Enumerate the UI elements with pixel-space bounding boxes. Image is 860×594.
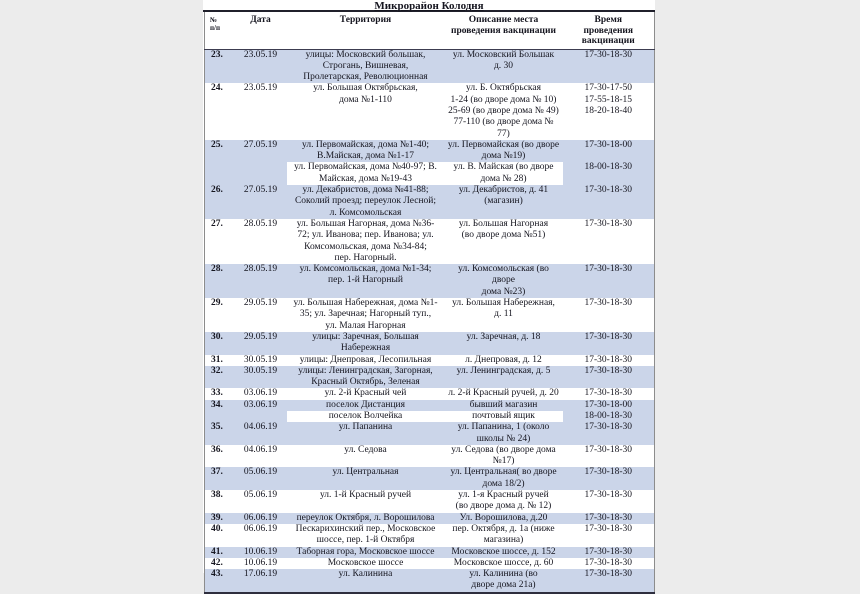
cell-description — [445, 140, 563, 163]
header-time — [563, 12, 655, 49]
cell-line: В.Майская, дома №1-17 — [317, 151, 414, 162]
cell-description: Ул. Ворошилова, д.20 — [445, 513, 563, 524]
cell-line: ул. Декабристов, д. 41 — [458, 185, 549, 196]
cell-description: ул. Ленинградская, д. 5 — [445, 366, 563, 389]
cell-line: 25-69 (во дворе дома № 49) — [448, 105, 559, 116]
cell-num: 29. — [205, 298, 235, 332]
table-row — [205, 400, 655, 411]
cell-time: 17-30-18-30 — [563, 366, 655, 389]
cell-line: ул. Комсомольская, дома №1-34; — [299, 264, 432, 275]
cell-date: 06.06.19 — [235, 524, 287, 547]
cell-line: Майская, дома №19-43 — [319, 173, 412, 184]
cell-territory — [287, 332, 445, 355]
cell-num: 34. — [205, 400, 235, 411]
cell-line: проведения — [583, 25, 634, 36]
table-row — [205, 445, 655, 468]
cell-line: ул. Малая Нагорная — [325, 320, 406, 331]
cell-line: ул. Большая Октябрьская, — [313, 83, 418, 94]
cell-line: пер. Октября, д. 1а (ниже — [452, 523, 555, 534]
cell-territory — [287, 219, 445, 264]
cell-num: 28. — [205, 264, 235, 298]
cell-line: пер. Нагорный. — [334, 252, 397, 263]
table-row — [205, 185, 655, 219]
cell-territory — [287, 49, 445, 83]
cell-line: №17) — [492, 456, 515, 467]
cell-date: 05.06.19 — [235, 490, 287, 513]
cell-num: 43. — [205, 569, 235, 593]
cell-line: ул. Центральная( во дворе — [450, 467, 557, 478]
cell-time: 17-30-18-30 — [563, 467, 655, 490]
cell-num: 36. — [205, 445, 235, 468]
cell-line: Пескарихинский пер., Московское — [295, 523, 436, 534]
cell-date: 30.05.19 — [235, 355, 287, 366]
cell-line: шоссе, пер. 1-й Октября — [316, 535, 415, 546]
page-title-bar — [203, 0, 655, 12]
header-description — [445, 12, 563, 49]
table-row — [205, 558, 655, 569]
cell-time: 17-30-18-30 — [563, 355, 655, 366]
table-row — [205, 83, 655, 139]
cell-description — [445, 185, 563, 219]
cell-line: Комсомольская, дома №34-84; — [304, 241, 427, 252]
cell-time: 18-00-18-30 — [563, 162, 655, 185]
cell-territory — [287, 524, 445, 547]
table-header — [205, 12, 655, 49]
table-row — [205, 422, 655, 445]
cell-line: Строгань, Вишневая, — [322, 60, 409, 71]
cell-date: 29.05.19 — [235, 332, 287, 355]
page-title: Микрорайон Колодня — [374, 0, 484, 12]
cell-date: 05.06.19 — [235, 467, 287, 490]
table-header-row — [205, 12, 655, 49]
cell-description — [445, 524, 563, 547]
cell-line: ул. Московский Большак — [452, 49, 555, 60]
cell-line: дома №19) — [481, 151, 526, 162]
cell-territory: ул. 2-й Красный чей — [287, 388, 445, 399]
cell-time: 17-30-18-30 — [563, 558, 655, 569]
cell-line: магазина) — [483, 535, 524, 546]
cell-territory: переулок Октября, л. Ворошилова — [287, 513, 445, 524]
cell-territory: ул. 1-й Красный ручей — [287, 490, 445, 513]
cell-line: 18-20-18-40 — [584, 105, 632, 116]
cell-line: д. 11 — [494, 309, 513, 320]
cell-description — [445, 445, 563, 468]
cell-time — [563, 83, 655, 139]
header-date: Дата — [235, 12, 287, 49]
cell-date: 28.05.19 — [235, 219, 287, 264]
cell-line: ул. Комсомольская (во дворе — [458, 264, 549, 286]
table-row — [205, 524, 655, 547]
cell-time: 17-30-18-30 — [563, 264, 655, 298]
cell-time: 17-30-18-30 — [563, 298, 655, 332]
cell-description: л. 2-й Красный ручей, д. 20 — [445, 388, 563, 399]
cell-line: дома 18/2) — [482, 478, 525, 489]
cell-description: ул. Заречная, д. 18 — [445, 332, 563, 355]
cell-num: 42. — [205, 558, 235, 569]
table-row — [205, 513, 655, 524]
cell-date: 28.05.19 — [235, 264, 287, 298]
vaccination-table-body — [205, 49, 655, 593]
document-page — [203, 0, 655, 591]
cell-line: проведения вакцинации — [451, 25, 556, 36]
cell-num: 33. — [205, 388, 235, 399]
cell-time: 17-30-18-30 — [563, 490, 655, 513]
cell-line: (магазин) — [484, 196, 523, 207]
cell-time: 17-30-18-30 — [563, 524, 655, 547]
cell-num: 37. — [205, 467, 235, 490]
cell-num — [205, 162, 235, 185]
table-row — [205, 162, 655, 185]
cell-line: ул. Большая Нагорная, дома №36- — [296, 218, 435, 229]
cell-line: 77-110 (во дворе дома № 77) — [453, 117, 554, 139]
cell-time: 17-30-18-30 — [563, 332, 655, 355]
table-row — [205, 332, 655, 355]
cell-line: дома № 28) — [480, 173, 527, 184]
cell-description — [445, 49, 563, 83]
cell-territory — [287, 140, 445, 163]
table-row — [205, 388, 655, 399]
cell-date: 17.06.19 — [235, 569, 287, 593]
cell-line: улицы: Ленинградская, Загорная, — [298, 365, 433, 376]
cell-date: 03.06.19 — [235, 388, 287, 399]
cell-line: 17-55-18-15 — [584, 94, 632, 105]
cell-territory — [287, 298, 445, 332]
table-row — [205, 140, 655, 163]
cell-description — [445, 219, 563, 264]
table-row — [205, 264, 655, 298]
cell-line: 35; ул. Заречная; Нагорный туп., — [299, 309, 432, 320]
cell-line: ул. Декабристов, дома №41-88; — [302, 185, 429, 196]
cell-line: ул. Большая Набережная, дома №1- — [293, 298, 438, 309]
header-territory: Территория — [287, 12, 445, 49]
cell-date: 23.05.19 — [235, 83, 287, 139]
cell-line: ул. 1-я Красный ручей — [458, 490, 549, 501]
cell-description: Московское шоссе, д. 60 — [445, 558, 563, 569]
cell-time: 17-30-18-30 — [563, 219, 655, 264]
cell-time: 17-30-18-30 — [563, 445, 655, 468]
cell-territory: поселок Волчейка — [287, 411, 445, 422]
cell-territory: ул. Калинина — [287, 569, 445, 593]
cell-num: 39. — [205, 513, 235, 524]
cell-line: ул. Папанина, 1 (около — [457, 422, 550, 433]
cell-date: 29.05.19 — [235, 298, 287, 332]
cell-territory — [287, 366, 445, 389]
cell-description: Московское шоссе, д. 152 — [445, 547, 563, 558]
cell-time: 17-30-18-30 — [563, 569, 655, 593]
cell-territory — [287, 264, 445, 298]
table-row — [205, 219, 655, 264]
cell-time: 17-30-18-30 — [563, 49, 655, 83]
cell-date: 06.06.19 — [235, 513, 287, 524]
cell-date: 04.06.19 — [235, 422, 287, 445]
cell-num: 23. — [205, 49, 235, 83]
cell-line: ул. Первомайская, дома №40-97; В. — [294, 162, 437, 173]
table-row — [205, 467, 655, 490]
table-row — [205, 355, 655, 366]
cell-line: ул. Большая Нагорная — [458, 218, 549, 229]
cell-time: 17-30-18-30 — [563, 185, 655, 219]
cell-line: пер. 1-й Нагорный — [328, 275, 403, 286]
cell-num — [205, 411, 235, 422]
cell-line: дома №1-110 — [339, 94, 392, 105]
cell-territory: ул. Центральная — [287, 467, 445, 490]
cell-line: улицы: Московский большак, — [305, 49, 426, 60]
cell-description: бывший магазин — [445, 400, 563, 411]
cell-line: ул. Большая Набережная, — [452, 298, 555, 309]
cell-date — [235, 162, 287, 185]
cell-line: № — [210, 16, 218, 24]
cell-num: 31. — [205, 355, 235, 366]
table-row — [205, 411, 655, 422]
cell-line: ул. Б. Октябрьская — [466, 83, 541, 94]
vaccination-schedule-table — [204, 12, 655, 594]
cell-num: 32. — [205, 366, 235, 389]
cell-num: 27. — [205, 219, 235, 264]
cell-time: 18-00-18-30 — [563, 411, 655, 422]
cell-line: Время — [594, 15, 622, 25]
cell-description — [445, 467, 563, 490]
cell-num: 38. — [205, 490, 235, 513]
cell-line: школы № 24) — [476, 433, 531, 444]
table-row — [205, 490, 655, 513]
cell-num: 25. — [205, 140, 235, 163]
cell-date: 03.06.19 — [235, 400, 287, 411]
cell-line: Набережная — [340, 343, 391, 354]
cell-line: 72; ул. Иванова; пер. Иванова; ул. — [297, 230, 434, 241]
cell-date: 27.05.19 — [235, 185, 287, 219]
cell-line: вакцинации — [581, 36, 635, 46]
cell-description — [445, 83, 563, 139]
cell-territory: улицы: Днепровая, Лесопильная — [287, 355, 445, 366]
cell-territory: ул. Папанина — [287, 422, 445, 445]
cell-territory: Московское шоссе — [287, 558, 445, 569]
cell-num: 26. — [205, 185, 235, 219]
table-row — [205, 547, 655, 558]
table-row — [205, 49, 655, 83]
cell-line: 1-24 (во дворе дома № 10) — [450, 94, 557, 105]
cell-date: 10.06.19 — [235, 547, 287, 558]
cell-line: дома №23) — [481, 286, 526, 297]
cell-line: д. 30 — [493, 60, 514, 71]
cell-line: ул. Первомайская, дома №1-40; — [302, 139, 429, 150]
cell-territory: Таборная гора, Московское шоссе — [287, 547, 445, 558]
cell-time: 17-30-18-00 — [563, 400, 655, 411]
cell-date: 04.06.19 — [235, 445, 287, 468]
cell-line: ул. В. Майская (во дворе — [453, 162, 554, 173]
cell-line: ул. Калинина (во — [469, 569, 538, 580]
cell-num: 41. — [205, 547, 235, 558]
cell-line: ул. Седова (во дворе дома — [451, 444, 556, 455]
cell-num: 24. — [205, 83, 235, 139]
header-num — [205, 12, 235, 49]
cell-line: (во дворе дома д. № 12) — [455, 501, 552, 512]
cell-line: (во дворе дома №51) — [461, 230, 546, 241]
cell-time: 17-30-18-30 — [563, 422, 655, 445]
cell-line: п/п — [210, 24, 221, 32]
cell-description: л. Днепровая, д. 12 — [445, 355, 563, 366]
cell-description — [445, 162, 563, 185]
cell-line: Описание места — [468, 15, 539, 25]
cell-time: 17-30-18-30 — [563, 513, 655, 524]
cell-line: л. Комсомольская — [329, 207, 402, 218]
cell-territory — [287, 185, 445, 219]
cell-territory — [287, 83, 445, 139]
cell-line: Соколий проезд; переулок Лесной; — [294, 196, 437, 207]
cell-date — [235, 411, 287, 422]
cell-time: 17-30-18-00 — [563, 140, 655, 163]
cell-num: 30. — [205, 332, 235, 355]
table-row — [205, 366, 655, 389]
cell-line: Пролетарская, Революционная — [303, 72, 428, 83]
table-row — [205, 298, 655, 332]
cell-description — [445, 298, 563, 332]
cell-territory: ул. Седова — [287, 445, 445, 468]
cell-num: 40. — [205, 524, 235, 547]
cell-territory — [287, 162, 445, 185]
cell-description — [445, 264, 563, 298]
cell-num: 35. — [205, 422, 235, 445]
cell-territory: поселок Дистанция — [287, 400, 445, 411]
cell-date: 27.05.19 — [235, 140, 287, 163]
cell-time: 17-30-18-30 — [563, 547, 655, 558]
cell-time: 17-30-18-30 — [563, 388, 655, 399]
cell-date: 10.06.19 — [235, 558, 287, 569]
cell-line: улицы: Заречная, Большая — [312, 331, 419, 342]
cell-date: 23.05.19 — [235, 49, 287, 83]
cell-description — [445, 422, 563, 445]
cell-line: ул. Первомайская (во дворе — [447, 139, 560, 150]
cell-description — [445, 490, 563, 513]
cell-description: почтовый ящик — [445, 411, 563, 422]
cell-line: Красный Октябрь, Зеленая — [311, 377, 420, 388]
cell-line: 17-30-17-50 — [584, 83, 632, 94]
cell-date: 30.05.19 — [235, 366, 287, 389]
cell-line: дворе дома 21а) — [471, 580, 536, 591]
